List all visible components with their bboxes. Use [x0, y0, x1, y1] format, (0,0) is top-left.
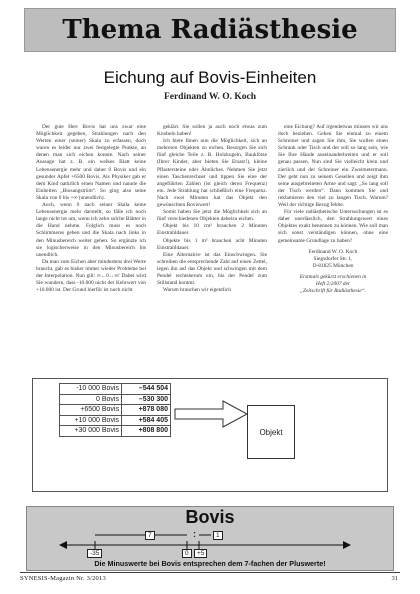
table-row [60, 384, 171, 395]
article-author: Ferdinand W. O. Koch [163, 92, 257, 102]
frequency-value: –530 300 [122, 394, 171, 405]
calibration-figure [32, 378, 388, 492]
author-address-city: D-81825 München [312, 262, 354, 269]
ratio-box-left: 7 [145, 531, 155, 540]
bovis-label: 0 Bovis [60, 394, 122, 405]
bovis-label: +6500 Bovis [60, 405, 122, 416]
footer-divider [20, 572, 400, 573]
paragraph: Objekte bis 1 m³ brauchen acht Minuten Einstrahldauer. [157, 237, 267, 251]
column-3 [278, 124, 388, 372]
author-address-name: Ferdinand W. O. Koch [308, 248, 358, 255]
magazine-issue: SYNESIS-Magazin Nr. 3/2013 [20, 575, 106, 582]
frequency-value: +584 405 [122, 415, 171, 426]
paragraph: Für viele radiästhetische Untersuchungen ist es daher unerlässlich, den Strahlungswert eines Objektes exakt benennen zu können. Wie soll man sich sonst verständigen können, ohne eine gemeinsame Grundlage zu haben? [278, 209, 388, 244]
paragraph: Somit haben Sie jetzt die Möglichkeit sich an fünf verschiedenen Objekten dabeizu eichen. [157, 209, 267, 223]
column-1 [36, 124, 146, 372]
bovis-heading: Bovis [185, 507, 235, 527]
paragraph: Auch, wenn 0 nach seiner Skala keine Lebensenergie mehr darstellt, so fälle ich noch lange nicht tot um, wenn ich zehn solche Blätter in die Hand nehme. Folglich muss es noch Schlimmeres geben und die Skala nach links in den Minusbereich weiter gehen. So ergänzte ich sie logischerweise in den Minusbereich bis unendlich. [36, 202, 146, 258]
section-title: Thema Radiästhesie [62, 15, 358, 45]
paragraph: Eine Alternative ist das Einschwingen. Sie schreiben die entsprechende Zahl auf einen Zettel, legen ihn auf das Objekt und schwingen mit dem Pendel rechtsherum ein, bis der Pendel zum Stillstand kommt. [157, 251, 267, 287]
bovis-scale-axis [27, 531, 395, 557]
frequency-value: +808 800 [122, 426, 171, 437]
author-address-street: Siegsdorfer Str. 1, [313, 255, 353, 262]
object-label: Objekt [259, 427, 283, 437]
scale-label-zero: 0 [182, 549, 192, 558]
table-row [60, 394, 171, 405]
scale-label-positive: +5 [194, 549, 207, 558]
scale-label-negative: -35 [87, 549, 102, 558]
bovis-label: +10 000 Bovis [60, 415, 122, 426]
publication-note: Erstmals gekürzt erschienen in [299, 273, 367, 280]
ratio-colon: : [193, 529, 196, 539]
paragraph: Der gute Herr Bovis hat uns zwar eine Möglichkeit gegeben, Strahlungen nach den Werten einer (seiner) Skala zu erfassen, doch waren es leider nur zwei festgelegte Punkte, an denen man sich eichen konnte. Nach seiner Aussage hat z. B. ein welkes Blatt keine Lebensenergie mehr und daher 0 Bovis und ein gesunder Apfel +6500 Bovis. Als Physiker gab er dem Kind natürlich einen Namen und nannte die Einheiten „Biosangström“. So ging also seine Skala von 0 bis +∞ (unendlich). [36, 124, 146, 201]
paragraph: Objekt bis 10 cm³ brauchen 2 Minuten Einstrahldauer. [157, 223, 267, 237]
frequency-value: –544 504 [122, 384, 171, 395]
table-row [60, 405, 171, 416]
arrow-right-icon [173, 399, 249, 429]
article-title: Eichung auf Bovis-Einheiten [103, 68, 317, 87]
frequency-value: +878 080 [122, 405, 171, 416]
page-number: 31 [391, 575, 398, 582]
publication-note: Heft 2/2007 der [315, 280, 351, 287]
arrow-left-icon [59, 541, 67, 549]
paragraph: geklärt. Sie sollen ja auch noch etwas zum Knobeln haben! [157, 124, 267, 138]
table-row [60, 415, 171, 426]
bovis-scale-figure [26, 506, 394, 571]
section-header [24, 8, 396, 52]
table-row [60, 426, 171, 437]
object-box [247, 405, 295, 459]
figure-caption: Die Minuswerte bei Bovis entsprechen dem 7-fachen der Pluswerte! [94, 559, 326, 568]
publication-note: „Zeitschrift für Radiästhesie“. [299, 288, 367, 295]
bovis-label: +30 000 Bovis [60, 426, 122, 437]
arrow-right-icon [343, 541, 351, 549]
paragraph: Da man zum Eichen aber mindestens drei Werte braucht, gab es bisher immer wieder Probleme bei der Interpolation. Nun gilt: ∞←0→∞! Dabei wird Sie wundern, dass -10.000 nicht der Kehrwert von +10.000 ist. Der Grund hierfür ist noch nicht [36, 258, 146, 294]
paragraph: eine Eichung? Auf irgendetwas müssen wir uns doch beziehen. Gehen Sie einmal zu einem Schreiner und sagen Sie ihm, Sie wollen einen Schrank oder Tisch und der soll so lang sein, wie Sie Ihre Hände auseinanderbreiten und er soll genau passen. Nun sind Sie vielleicht klein und zierlich und der Schreiner ein Zweimetermann. Der geht nun zu seinem Gesellen und zeigt ihm seine ausgebreiteten Arme und sagt: „So lang soll der Tisch werden“. Dann kommen Sie und reklamieren den viel zu langen Tisch. Warum? Weil der richtige Bezug fehlte. [278, 124, 388, 209]
paragraph: Ich biete Ihnen nun die Möglichkeit, sich an mehreren Objekten zu eichen. Besorgen Sie sich fünf gleiche Teile z. B. Holzkugeln, Bauklötze (Ihrer Kinder, aber bieten Sie Ersatz!), kleine Pflastersteine oder Ähnliches. Nehmen Sie jetzt einen Taschenrechner und tippen Sie eine der angeführten Zahlen (ist gleich deren Frequenz) ein. Jede Strahlung hat schließlich eine Frequenz. Nach zwei Minuten hat das Objekt den gewünschten Boviswert! [157, 138, 267, 209]
bovis-label: -10 000 Bovis [60, 384, 122, 395]
ratio-box-right: 1 [213, 531, 223, 540]
article-body [36, 124, 388, 372]
paragraph: Warum brauchen wir eigentlich [163, 287, 231, 294]
bovis-frequency-table [59, 383, 171, 437]
column-2 [157, 124, 267, 372]
